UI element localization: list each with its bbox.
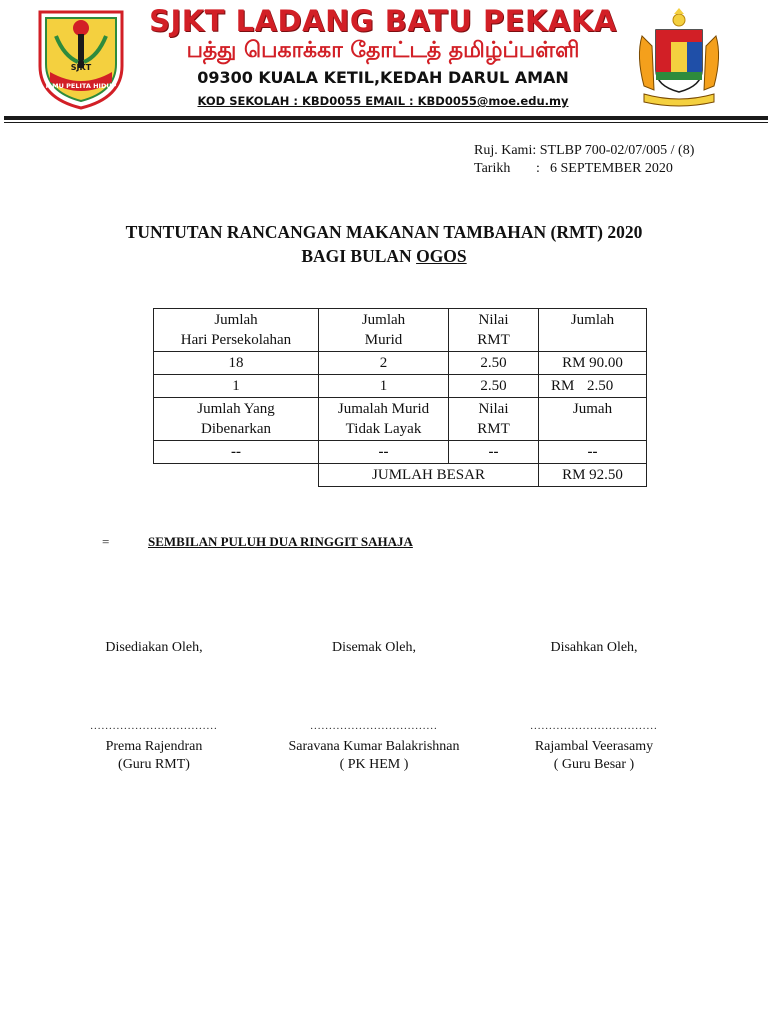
signature-role: Disediakan Oleh,	[105, 640, 203, 655]
svg-text:ILMU PELITA HIDUP: ILMU PELITA HIDUP	[45, 82, 117, 90]
signature-prepared	[54, 640, 254, 774]
amount-words-text: SEMBILAN PULUH DUA RINGGIT SAHAJA	[148, 534, 413, 549]
table-header-row	[154, 309, 647, 352]
header-cell	[319, 398, 449, 441]
school-name-tamil: பத்து பெகாக்கா தோட்டத் தமிழ்ப்பள்ளி	[186, 38, 580, 63]
reference-value: STLBP 700-02/07/005 / (8)	[539, 143, 695, 158]
document-title: TUNTUTAN RANCANGAN MAKANAN TAMBAHAN (RMT) 2020	[125, 222, 643, 242]
signature-line: ..................................	[90, 720, 218, 732]
header-students: Jumlah Murid	[361, 312, 406, 348]
signatory-name: Rajambal Veerasamy	[534, 739, 654, 754]
header-rmt-value-2: Nilai RMT	[477, 401, 510, 437]
header-total: Jumlah	[570, 312, 615, 328]
signature-line: ..................................	[530, 720, 658, 732]
amount-value: 2.50	[587, 378, 614, 394]
signature-checked	[274, 640, 474, 774]
header-cell	[319, 309, 449, 352]
table-cell: --	[319, 441, 449, 464]
amount-in-words	[102, 534, 413, 550]
header-allowed: Jumlah Yang Dibenarkan	[197, 401, 275, 437]
table-row	[154, 441, 647, 464]
date-line	[474, 160, 694, 178]
table-cell: 2.50	[449, 352, 539, 375]
signatory-title: (Guru RMT)	[118, 757, 190, 772]
signatory-title: ( Guru Besar )	[553, 757, 635, 772]
table-cell: 1	[154, 375, 319, 398]
header-cell	[449, 309, 539, 352]
reference-block	[474, 142, 694, 178]
svg-text:SJKT: SJKT	[70, 63, 92, 72]
table-cell: 18	[154, 352, 319, 375]
table-cell: --	[154, 441, 319, 464]
signature-role: Disahkan Oleh,	[550, 640, 638, 655]
header-school-days: Jumlah Hari Persekolahan	[180, 312, 292, 348]
header-divider-thin	[4, 122, 768, 123]
table-row	[154, 375, 647, 398]
signatory-name: Prema Rajendran	[105, 739, 203, 754]
signatory-title: ( PK HEM )	[339, 757, 409, 772]
header-rmt-value: Nilai RMT	[477, 312, 510, 348]
header-cell	[449, 398, 539, 441]
header-cell	[539, 309, 647, 352]
header-ineligible: Jumalah Murid Tidak Layak	[337, 401, 430, 437]
table-cell: 2	[319, 352, 449, 375]
header-cell	[154, 309, 319, 352]
signature-approved	[494, 640, 694, 774]
school-crest-logo	[34, 6, 128, 110]
school-code-email: KOD SEKOLAH : KBD0055 EMAIL : KBD0055@moe.edu.my	[197, 94, 569, 108]
equals-sign: =	[102, 534, 110, 549]
header-total-2: Jumah	[572, 401, 613, 417]
table-cell: 2.50	[449, 375, 539, 398]
table-row	[154, 352, 647, 375]
currency-label: RM	[551, 378, 575, 394]
coat-of-arms-logo	[630, 6, 728, 110]
table-cell: 1	[319, 375, 449, 398]
reference-number-line	[474, 142, 694, 160]
table-total-row	[154, 464, 647, 487]
signature-role: Disemak Oleh,	[332, 640, 416, 655]
date-separator: :	[536, 161, 540, 176]
letterhead	[0, 0, 768, 122]
table-cell: --	[449, 441, 539, 464]
claim-table	[153, 308, 647, 487]
blank-cell	[154, 464, 319, 487]
reference-label: Ruj. Kami:	[474, 143, 537, 158]
grand-total-label: JUMLAH BESAR	[319, 464, 539, 487]
signature-line: ..................................	[310, 720, 438, 732]
document-subtitle	[0, 246, 768, 267]
table-cell: RM 90.00	[539, 352, 647, 375]
school-name: SJKT LADANG BATU PEKAKA	[149, 4, 617, 38]
header-cell	[539, 398, 647, 441]
grand-total-value: RM 92.50	[539, 464, 647, 487]
table-header-row	[154, 398, 647, 441]
subtitle-prefix: BAGI BULAN	[301, 246, 412, 266]
table-cell: --	[539, 441, 647, 464]
date-value: 6 SEPTEMBER 2020	[550, 161, 673, 176]
header-divider-thick	[4, 116, 768, 120]
subtitle-month: OGOS	[416, 246, 467, 266]
date-label: Tarikh	[474, 161, 511, 176]
signatory-name: Saravana Kumar Balakrishnan	[288, 739, 460, 754]
table-cell	[539, 375, 647, 398]
header-cell	[154, 398, 319, 441]
school-address: 09300 KUALA KETIL,KEDAH DARUL AMAN	[197, 68, 569, 87]
